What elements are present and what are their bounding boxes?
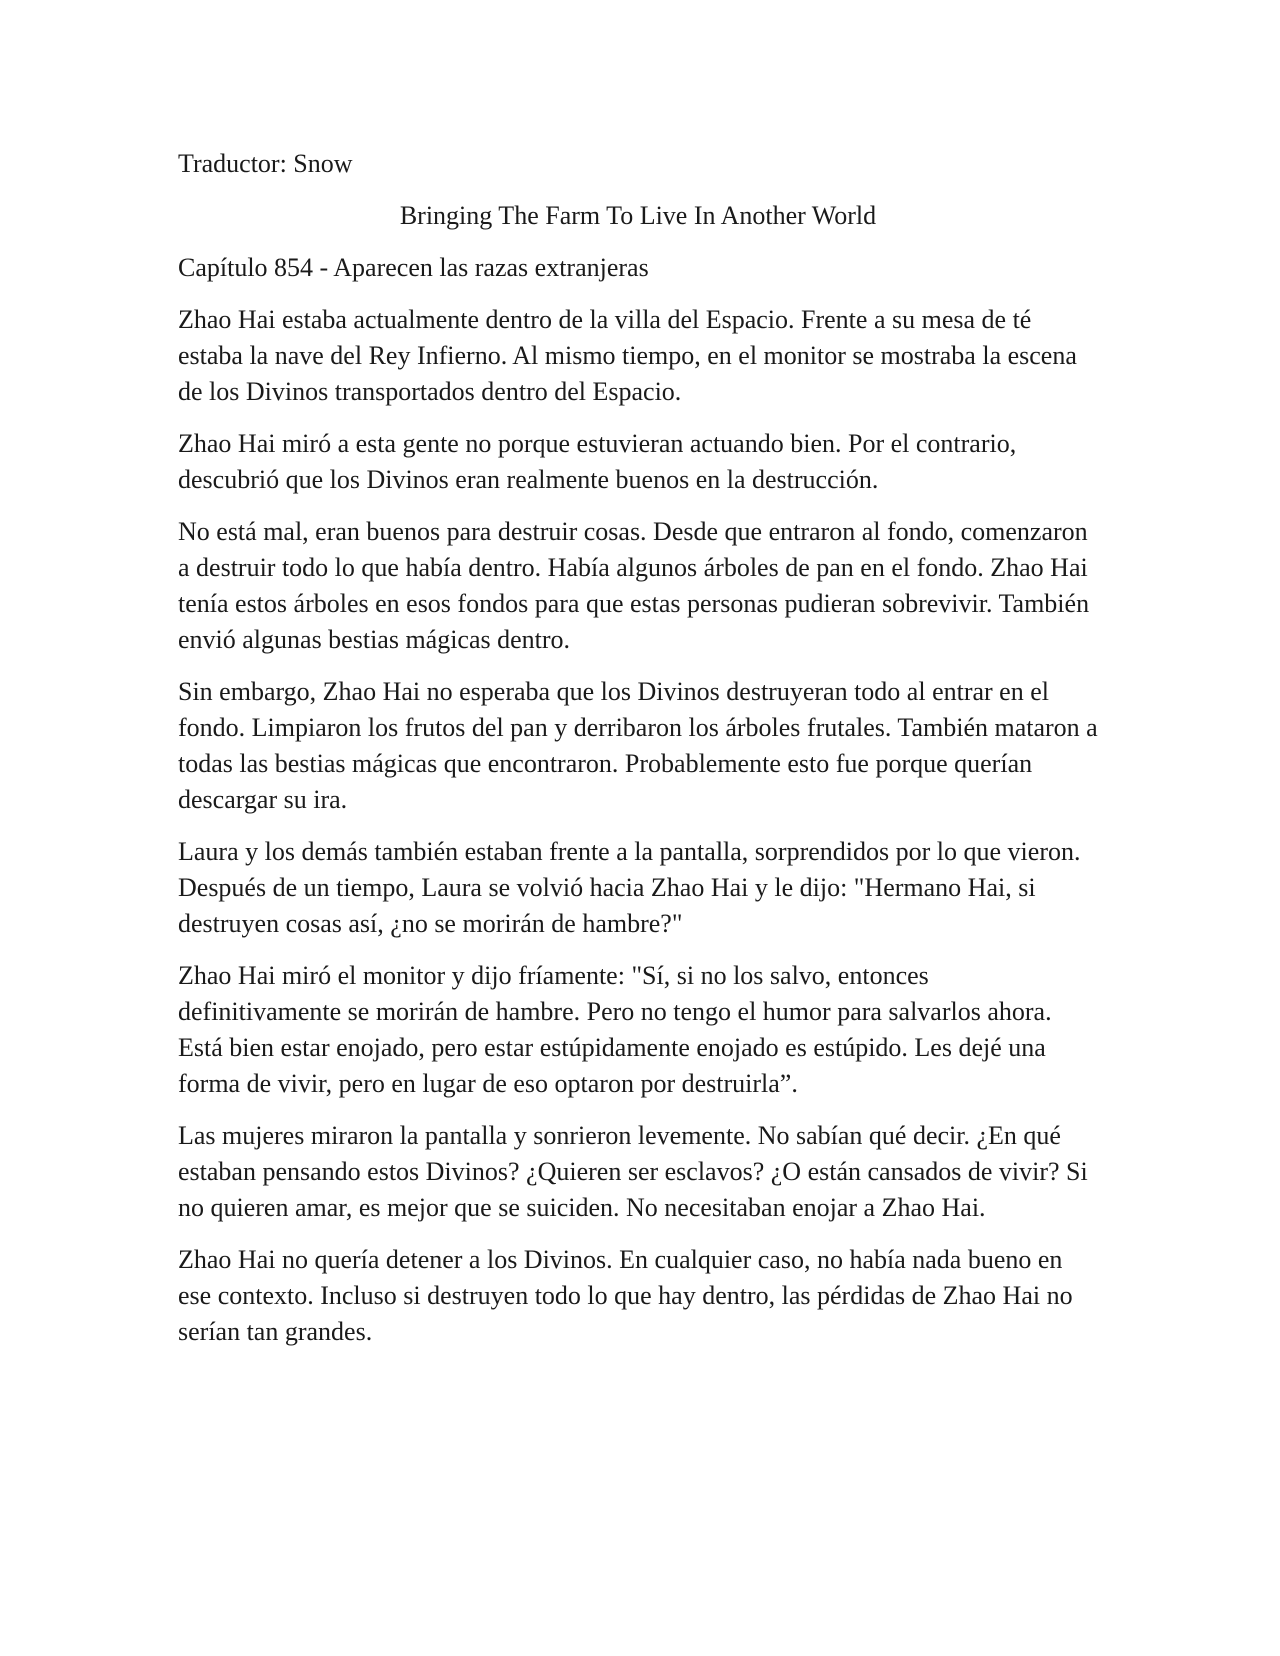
paragraph: No está mal, eran buenos para destruir cosas. Desde que entraron al fondo, comenzaron a destruir todo lo que había dentro. Había algunos árboles de pan en el fondo. Zhao Hai tenía estos árboles en esos fondos para que estas personas pudieran sobrevivir. También envió algunas bestias mágicas dentro. xyxy=(178,517,1090,654)
paragraph: Zhao Hai miró el monitor y dijo fríamente: "Sí, si no los salvo, entonces definitivamente se morirán de hambre. Pero no tengo el humor para salvarlos ahora. Está bien estar enojado, pero estar estúpidamente enojado es estúpido. Les dejé una forma de vivir, pero en lugar de eso optaron por destruirla”. xyxy=(178,961,1052,1098)
document-page xyxy=(178,146,1098,1366)
paragraph: Sin embargo, Zhao Hai no esperaba que los Divinos destruyeran todo al entrar en el fondo. Limpiaron los frutos del pan y derribaron los árboles frutales. También mataron a todas las bestias mágicas que encontraron. Probablemente esto fue porque querían descargar su ira. xyxy=(178,677,1098,814)
translator-credit: Traductor: Snow xyxy=(178,149,353,178)
paragraph: Zhao Hai estaba actualmente dentro de la villa del Espacio. Frente a su mesa de té estaba la nave del Rey Infierno. Al mismo tiempo, en el monitor se mostraba la escena de los Divinos transportados dentro del Espacio. xyxy=(178,305,1077,406)
paragraph: Las mujeres miraron la pantalla y sonrieron levemente. No sabían qué decir. ¿En qué estaban pensando estos Divinos? ¿Quieren ser esclavos? ¿O están cansados de vivir? Si no quieren amar, es mejor que se suiciden. No necesitaban enojar a Zhao Hai. xyxy=(178,1121,1088,1222)
paragraph: Laura y los demás también estaban frente a la pantalla, sorprendidos por lo que vieron. Después de un tiempo, Laura se volvió hacia Zhao Hai y le dijo: "Hermano Hai, si destruyen cosas así, ¿no se morirán de hambre?" xyxy=(178,837,1081,938)
chapter-heading: Capítulo 854 - Aparecen las razas extranjeras xyxy=(178,253,649,282)
paragraph: Zhao Hai no quería detener a los Divinos. En cualquier caso, no había nada bueno en ese contexto. Incluso si destruyen todo lo que hay dentro, las pérdidas de Zhao Hai no serían tan grandes. xyxy=(178,1245,1073,1346)
book-title: Bringing The Farm To Live In Another World xyxy=(399,201,877,230)
paragraph: Zhao Hai miró a esta gente no porque estuvieran actuando bien. Por el contrario, descubrió que los Divinos eran realmente buenos en la destrucción. xyxy=(178,429,1017,494)
